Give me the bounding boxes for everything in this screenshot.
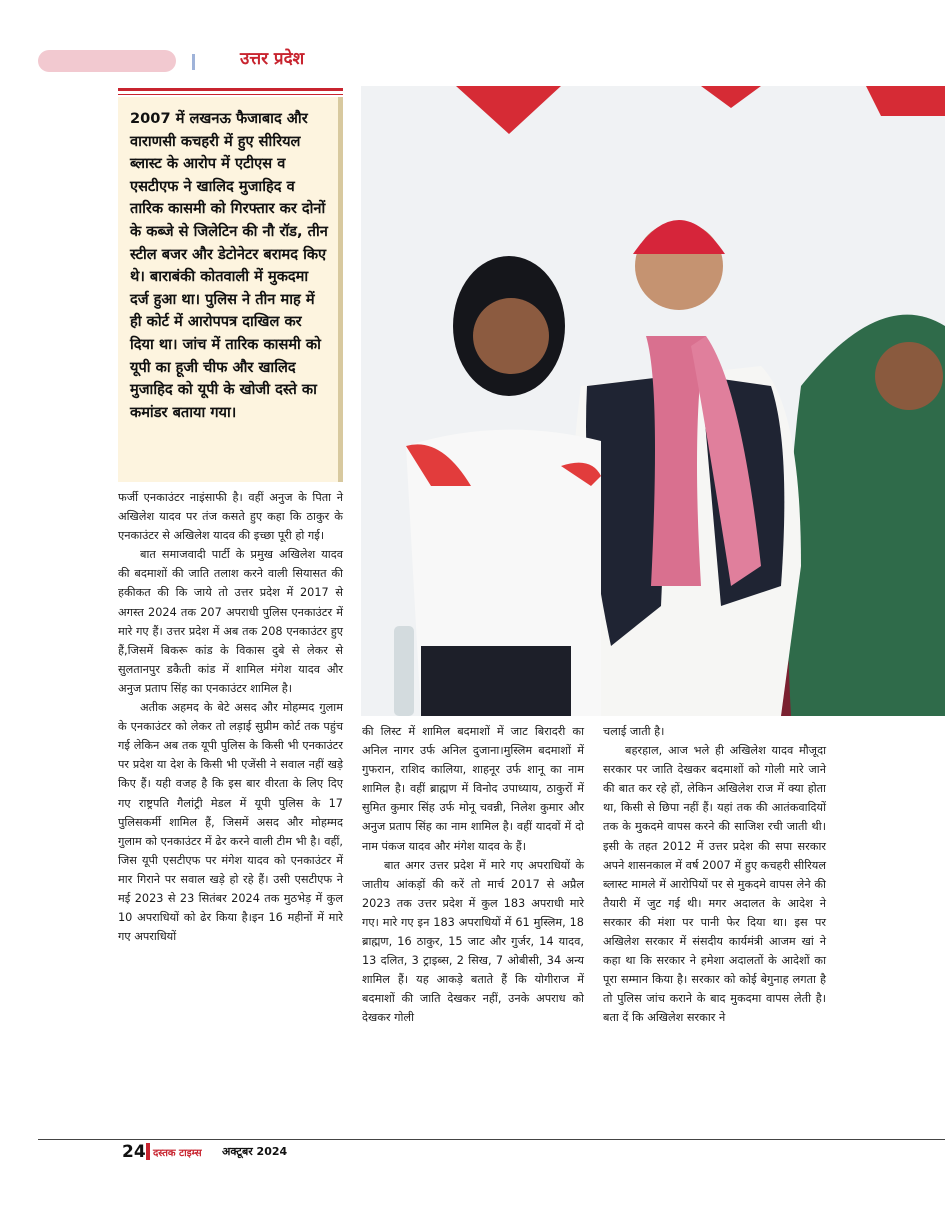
page-number: 24	[122, 1142, 146, 1162]
paragraph: अतीक अहमद के बेटे असद और मोहम्मद गुलाम के एनकाउंटर को लेकर तो लड़ाई सुप्रीम कोर्ट तक पहुंच गई लेकिन अब तक यूपी पुलिस के किसी भी एनकाउंटर पर प्रदेश या देश के किसी भी एजेंसी ने सवाल नहीं खड़े किए हैं। यही वजह है कि इस बार वीरता के लिए दिए गए राष्ट्रपति गैलांट्री मेडल में यूपी पुलिस के 17 पुलिसकर्मी शामिल हैं, जिसमें असद और मोहम्मद गुलाम को एनकाउंटर में ढेर करने वाली टीम भी है। वहीं, जिस यूपी एसटीएफ पर मंगेश यादव को एनकाउंटर में मार गिराने पर सवाल खड़े हो रहे हैं। उसी एसटीएफ ने मई 2023 से 23 सितंबर 2024 तक मुठभेड़ में कुल 10 अपराधियों को ढेर किया है।इन 16 महीनों में मारे गए अपराधियों	[118, 701, 343, 944]
article-column-1	[118, 488, 343, 946]
footer-rule	[38, 1139, 945, 1140]
paragraph: बात समाजवादी पार्टी के प्रमुख अखिलेश यादव की बदमाशों की जाति तलाश करने वाली सियासत की हकीकत की कि जाये तो उत्तर प्रदेश में 2017 से अगस्त 2024 तक 207 अपराधी पुलिस एनकाउंटर में मारे गए हैं। उत्तर प्रदेश में अब तक 208 एनकाउंटर हुए हैं,जिसमें बिकरू कांड के विकास दुबे से लेकर से सुलतानपुर डकैती कांड में शामिल मंगेश यादव और अनुज प्रताप सिंह का एनकाउंटर शामिल है।	[118, 548, 343, 695]
section-title: उत्तर प्रदेश	[240, 49, 305, 69]
paragraph: बहरहाल, आज भले ही अखिलेश यादव मौजूदा सरकार पर जाति देखकर बदमाशों को गोली मारे जाने की बात कर रहे हों, लेकिन अखिलेश राज में क्या होता था, किसी से छिपा नहीं हैं। यहां तक की आतंकवादियों तक के मुकदमे वापस करने की साजिश रची जाती थी। इसी के तहत 2012 में उत्तर प्रदेश की सपा सरकार अपने शासनकाल में वर्ष 2007 में हुए कचहरी सीरियल ब्लास्ट मामले में आरोपियों पर से मुकदमे वापस लेने की तैयारी में जुट गई थी। मगर अदालत के आदेश ने सरकार की मंशा पर पानी फेर दिया था। इस पर अखिलेश सरकार में संसदीय कार्यमंत्री आजम खां ने कहा था कि सरकार ने हमेशा अदालतों के आदेशों का पूरा सम्मान किया है। सरकार को कोई बेगुनाह लगता है तो पुलिस जांच कराने के बाद मुकदमा वापस लेती है। बता दें कि अखिलेश सरकार ने	[603, 744, 826, 1025]
article-photo	[361, 86, 945, 716]
section-decoration-pill	[38, 50, 176, 72]
article-column-3	[603, 722, 826, 1028]
paragraph: फर्जी एनकाउंटर नाइंसाफी है। वहीं अनुज के पिता ने अखिलेश यादव पर तंज कसते हुए कहा कि ठाकुर के एनकाउंटर से अखिलेश यादव की इच्छा पूरी हो गई।	[118, 491, 343, 543]
article-column-2	[362, 722, 584, 1028]
magazine-logo: दस्तक टाइम्स	[153, 1148, 202, 1159]
footer-brand-bar	[146, 1143, 150, 1160]
callout-text: 2007 में लखनऊ फैजाबाद और वाराणसी कचहरी में हुए सीरियल ब्लास्ट के आरोप में एटीएस व एसटीएफ ने खालिद मुजाहिद व तारिक कासमी को गिरफ्तार कर दोनों के कब्जे से जिलेटिन की नौ रॉड, तीन स्टील बजर और डेटोनेटर बरामद किए थे। बाराबंकी कोतवाली में मुकदमा दर्ज हुआ था। पुलिस ने तीन माह में ही कोर्ट में आरोपपत्र दाखिल कर दिया था। जांच में तारिक कासमी को यूपी का हूजी चीफ और खालिद मुजाहिद को यूपी के खोजी दस्ते का कमांडर बताया गया।	[130, 110, 328, 421]
issue-date: अक्टूबर 2024	[222, 1145, 288, 1158]
paragraph: बात अगर उत्तर प्रदेश में मारे गए अपराधियों के जातीय आंकड़ों की करें तो मार्च 2017 से अप्रैल 2023 तक उत्तर प्रदेश में कुल 183 अपराधी मारे गए। मारे गए इन 183 अपराधियों में 61 मुस्लिम, 18 ब्राह्मण, 16 ठाकुर, 15 जाट और गुर्जर, 14 यादव, 13 दलित, 3 ट्राइब्स, 2 सिख, 7 ओबीसी, 34 अन्य शामिल हैं। यह आकड़े बताते हैं कि योगीराज में बदमाशों की जाति देखकर नहीं, उनके अपराध को देखकर गोली	[362, 858, 584, 1025]
paragraph: की लिस्ट में शामिल बदमाशों में जाट बिरादरी का अनिल नागर उर्फ अनिल दुजाना।मुस्लिम बदमाशों में गुफरान, राशिद कालिया, शाहनूर उर्फ शानू का नाम शामिल है। वहीं ब्राह्मण में विनोद उपाध्याय, ठाकुरों में सुमित कुमार सिंह उर्फ मोनू चवन्नी, निलेश कुमार और अनुज प्रताप सिंह का नाम शामिल है। वहीं यादवों में दो नाम पंकज यादव और मंगेश यादव के हैं।	[362, 725, 584, 853]
section-divider	[192, 54, 195, 70]
paragraph: चलाई जाती है।	[603, 725, 665, 738]
photo-illustration	[361, 86, 945, 716]
callout-rule-thin	[118, 94, 343, 95]
callout-rule	[118, 88, 343, 91]
